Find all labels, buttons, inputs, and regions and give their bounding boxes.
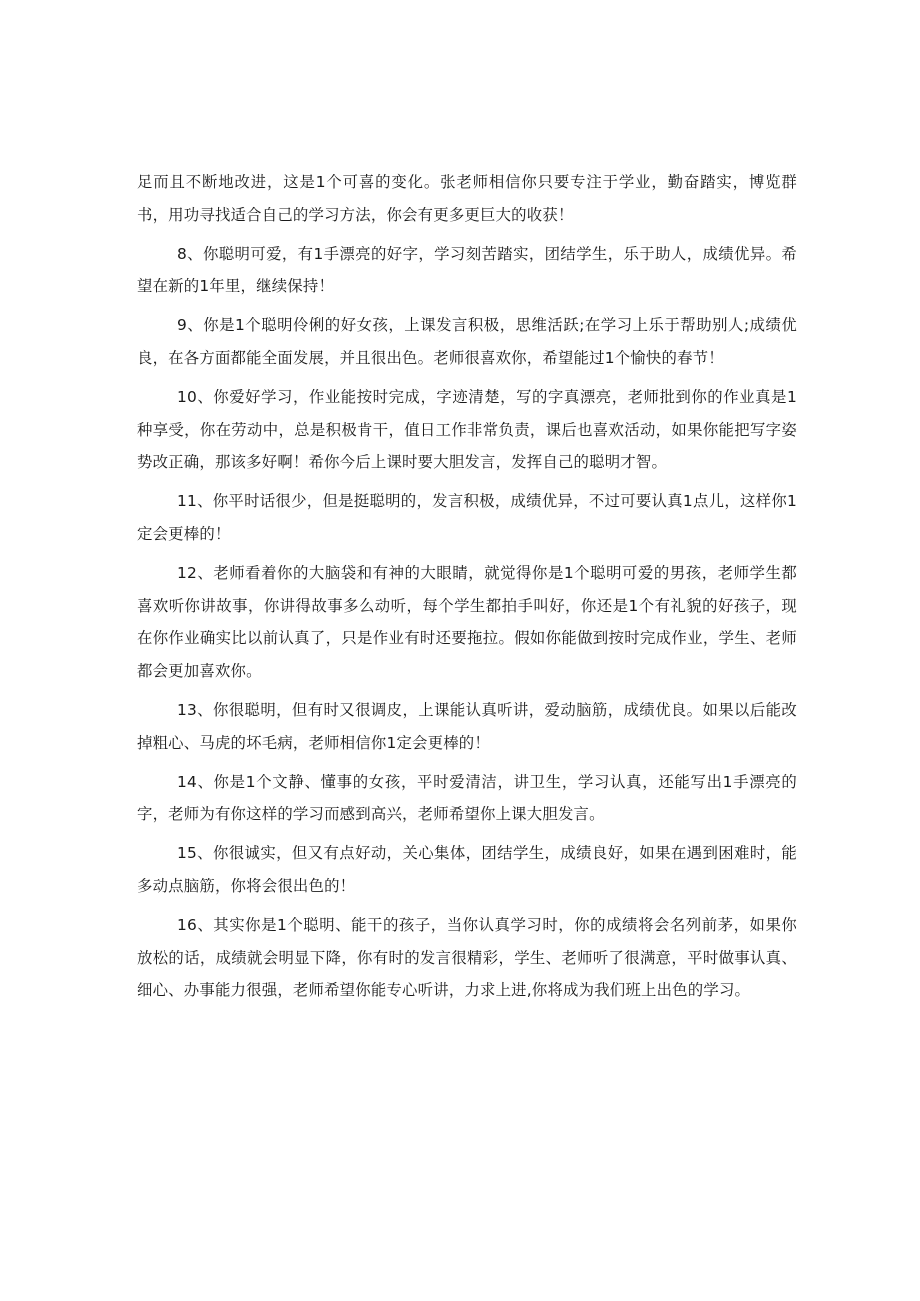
paragraph-comment-8: 8、你聪明可爱，有1手漂亮的好字，学习刻苦踏实，团结学生，乐于助人，成绩优异。希望在新的1年里，继续保持！ [137, 244, 797, 296]
paragraph-comment-15: 15、你很诚实，但又有点好动，关心集体，团结学生，成绩良好，如果在遇到困难时，能多动点脑筋，你将会很出色的！ [137, 844, 797, 895]
paragraph-comment-11: 11、你平时话很少，但是挺聪明的，发言积极，成绩优异，不过可要认真1点儿，这样你1定会更棒的！ [137, 492, 797, 543]
document-body [137, 166, 797, 1013]
paragraph-comment-10: 10、你爱好学习，作业能按时完成，字迹清楚，写的字真漂亮，老师批到你的作业真是1种享受，你在劳动中，总是积极肯干，值日工作非常负责，课后也喜欢活动，如果你能把写字姿势改正确，那该多好啊！希你今后上课时要大胆发言，发挥自己的聪明才智。 [137, 388, 797, 472]
paragraph-comment-9: 9、你是1个聪明伶俐的好女孩，上课发言积极，思维活跃;在学习上乐于帮助别人;成绩优良，在各方面都能全面发展，并且很出色。老师很喜欢你，希望能过1个愉快的春节！ [137, 316, 797, 367]
paragraph-comment-13: 13、你很聪明，但有时又很调皮，上课能认真听讲，爱动脑筋，成绩优良。如果以后能改掉粗心、马虎的坏毛病，老师相信你1定会更棒的！ [137, 700, 797, 752]
paragraph-comment-14: 14、你是1个文静、懂事的女孩，平时爱清洁，讲卫生，学习认真，还能写出1手漂亮的字，老师为有你这样的学习而感到高兴，老师希望你上课大胆发言。 [137, 772, 797, 824]
paragraph-continuation: 足而且不断地改进，这是1个可喜的变化。张老师相信你只要专注于学业，勤奋踏实，博览群书，用功寻找适合自己的学习方法，你会有更多更巨大的收获！ [137, 173, 797, 224]
paragraph-comment-16: 16、其实你是1个聪明、能干的孩子，当你认真学习时，你的成绩将会名列前茅，如果你放松的话，成绩就会明显下降，你有时的发言很精彩，学生、老师听了很满意，平时做事认真、细心、办事能力很强，老师希望你能专心听讲，力求上进,你将成为我们班上出色的学习。 [137, 915, 797, 1000]
paragraph-comment-12: 12、老师看着你的大脑袋和有神的大眼睛，就觉得你是1个聪明可爱的男孩，老师学生都喜欢听你讲故事，你讲得故事多么动听，每个学生都拍手叫好，你还是1个有礼貌的好孩子，现在你作业确实比以前认真了，只是作业有时还要拖拉。假如你能做到按时完成作业，学生、老师都会更加喜欢你。 [137, 564, 797, 680]
